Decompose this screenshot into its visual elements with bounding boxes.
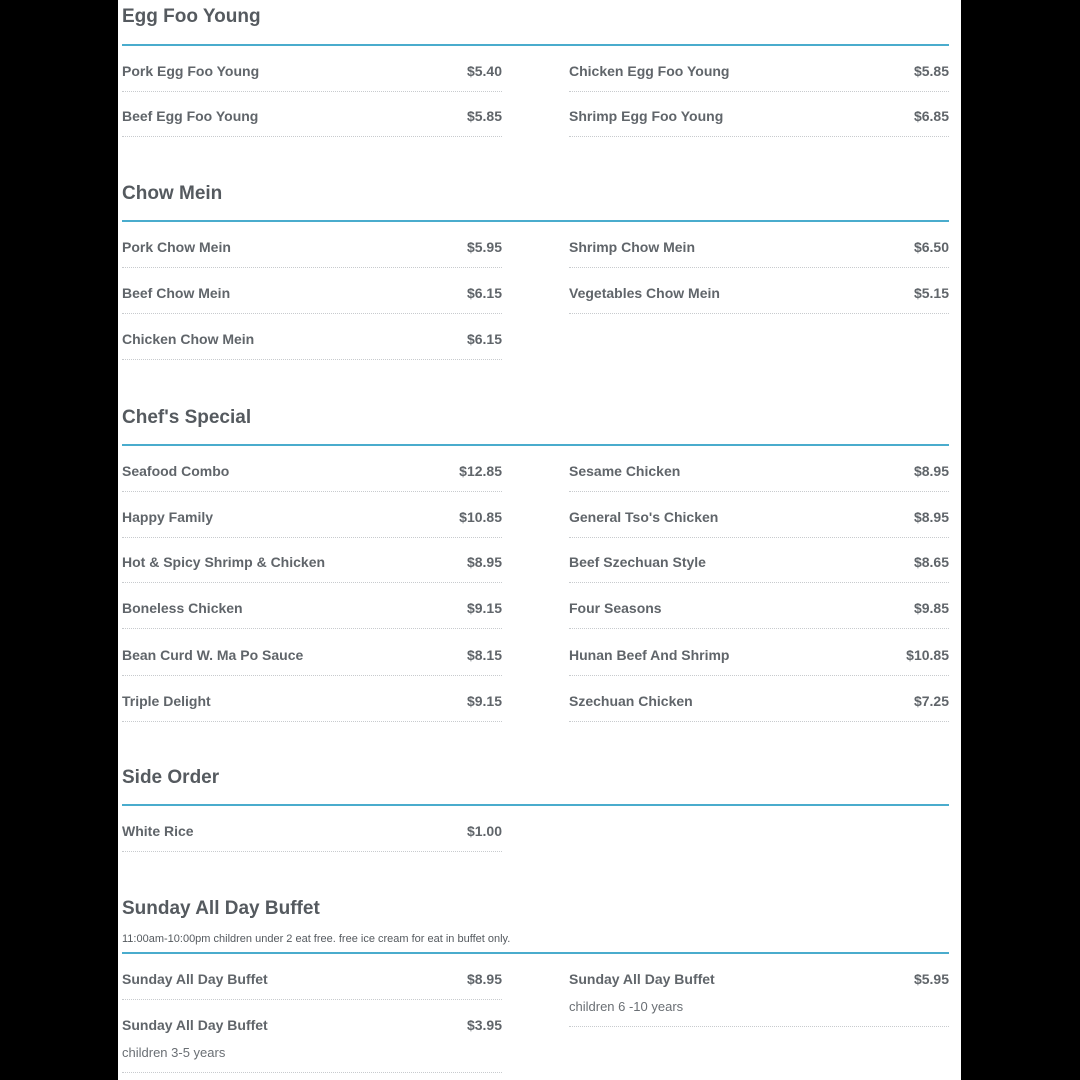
section-divider <box>122 804 949 806</box>
item-price: $5.85 <box>466 108 502 124</box>
menu-item[interactable] <box>122 971 502 1000</box>
menu-item[interactable] <box>122 693 502 722</box>
item-name: Triple Delight <box>122 693 211 709</box>
item-price: $1.00 <box>466 823 502 839</box>
item-name: Four Seasons <box>569 600 662 616</box>
menu-page <box>118 0 961 1080</box>
section-title: Sunday All Day Buffet <box>122 898 320 919</box>
item-name: Beef Chow Mein <box>122 285 231 301</box>
item-price: $8.95 <box>466 971 502 987</box>
item-price: $5.40 <box>466 63 502 79</box>
menu-item[interactable] <box>569 647 949 676</box>
menu-item[interactable] <box>122 600 502 629</box>
section-divider <box>122 44 949 46</box>
menu-item[interactable] <box>569 554 949 583</box>
menu-item[interactable] <box>569 463 949 492</box>
menu-item[interactable] <box>122 463 502 492</box>
item-price: $6.85 <box>913 108 949 124</box>
item-name: Boneless Chicken <box>122 600 243 616</box>
item-name: Sunday All Day Buffet <box>122 1017 268 1033</box>
menu-item[interactable] <box>569 63 949 92</box>
item-name: Seafood Combo <box>122 463 230 479</box>
menu-item[interactable] <box>122 509 502 538</box>
section-divider <box>122 952 949 954</box>
section-title: Egg Foo Young <box>122 6 261 27</box>
section-title: Side Order <box>122 767 220 788</box>
item-name: General Tso's Chicken <box>569 509 719 525</box>
menu-item[interactable] <box>122 239 502 268</box>
item-name: Sunday All Day Buffet <box>569 971 715 987</box>
section-note: 11:00am-10:00pm children under 2 eat free. free ice cream for eat in buffet only. <box>122 933 511 945</box>
section-title: Chef's Special <box>122 407 252 428</box>
item-name: Chicken Chow Mein <box>122 331 255 347</box>
item-price: $5.95 <box>913 971 949 987</box>
item-price: $8.65 <box>913 554 949 570</box>
item-name: Shrimp Chow Mein <box>569 239 695 255</box>
menu-item[interactable] <box>122 285 502 314</box>
item-name: Vegetables Chow Mein <box>569 285 720 301</box>
item-name: Sunday All Day Buffet <box>122 971 268 987</box>
menu-item[interactable] <box>569 108 949 137</box>
menu-item[interactable] <box>122 647 502 676</box>
item-name: Happy Family <box>122 509 214 525</box>
item-name: Pork Egg Foo Young <box>122 63 260 79</box>
menu-item[interactable] <box>569 509 949 538</box>
item-price: $5.95 <box>466 239 502 255</box>
item-price: $8.15 <box>466 647 502 663</box>
item-name: Chicken Egg Foo Young <box>569 63 730 79</box>
menu-item[interactable] <box>569 971 949 1027</box>
item-name: White Rice <box>122 823 194 839</box>
item-price: $9.15 <box>466 693 502 709</box>
item-price: $3.95 <box>466 1017 502 1033</box>
item-name: Pork Chow Mein <box>122 239 231 255</box>
item-description: children 6 -10 years <box>569 999 684 1014</box>
item-price: $8.95 <box>913 509 949 525</box>
section-title: Chow Mein <box>122 183 223 204</box>
menu-item[interactable] <box>122 1017 502 1073</box>
menu-item[interactable] <box>122 331 502 360</box>
section-divider <box>122 444 949 446</box>
item-name: Hot & Spicy Shrimp & Chicken <box>122 554 326 570</box>
item-name: Shrimp Egg Foo Young <box>569 108 724 124</box>
menu-item[interactable] <box>569 239 949 268</box>
menu-item[interactable] <box>569 600 949 629</box>
item-name: Bean Curd W. Ma Po Sauce <box>122 647 304 663</box>
menu-item[interactable] <box>569 693 949 722</box>
item-price: $6.50 <box>913 239 949 255</box>
item-price: $10.85 <box>906 647 949 663</box>
section-divider <box>122 220 949 222</box>
item-price: $8.95 <box>913 463 949 479</box>
item-price: $8.95 <box>466 554 502 570</box>
item-price: $5.85 <box>913 63 949 79</box>
item-name: Szechuan Chicken <box>569 693 693 709</box>
item-price: $10.85 <box>459 509 502 525</box>
item-price: $9.15 <box>466 600 502 616</box>
item-name: Sesame Chicken <box>569 463 681 479</box>
item-price: $12.85 <box>459 463 502 479</box>
menu-item[interactable] <box>122 554 502 583</box>
item-name: Hunan Beef And Shrimp <box>569 647 730 663</box>
menu-item[interactable] <box>122 63 502 92</box>
item-price: $5.15 <box>913 285 949 301</box>
item-name: Beef Szechuan Style <box>569 554 706 570</box>
item-price: $6.15 <box>466 285 502 301</box>
item-name: Beef Egg Foo Young <box>122 108 259 124</box>
menu-item[interactable] <box>569 285 949 314</box>
menu-item[interactable] <box>122 108 502 137</box>
item-price: $9.85 <box>913 600 949 616</box>
item-description: children 3-5 years <box>122 1045 226 1060</box>
menu-item[interactable] <box>122 823 502 852</box>
item-price: $6.15 <box>466 331 502 347</box>
item-price: $7.25 <box>913 693 949 709</box>
